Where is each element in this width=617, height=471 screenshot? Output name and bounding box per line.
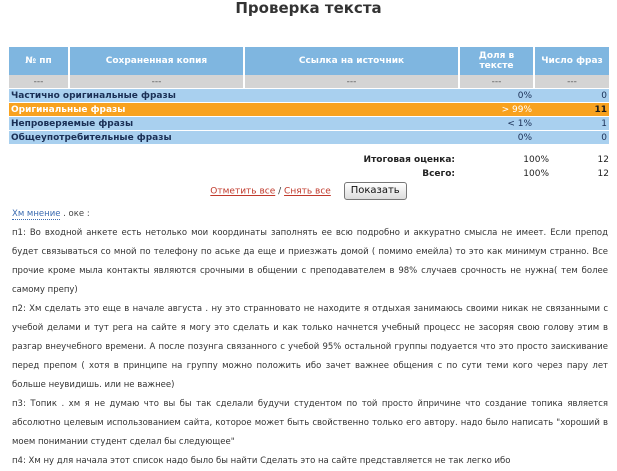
total-score-pct: 100%: [523, 155, 549, 165]
header-saved-copy: Сохраненная копия: [69, 47, 244, 75]
category-label: Непроверяемые фразы: [9, 117, 459, 131]
total-score-count: 12: [597, 155, 609, 165]
table-cell: ---: [459, 75, 534, 89]
text-paragraph-3: п3: Топик . хм я не думаю что вы бы так сделали будучи студентом по той просто йпричине что создание топика является абсолютно целевым использованием сайта, которое может быть свойственно только его автору. надо было написать "хороший в моем понимании студент сделал бы следующее": [12, 399, 608, 447]
table-cell: ---: [9, 75, 69, 89]
table-header-row: [9, 47, 609, 75]
show-button[interactable]: Показать: [344, 182, 407, 200]
category-label: Общеупотребительные фразы: [9, 131, 459, 145]
category-share: < 1%: [459, 117, 534, 131]
table-row: [9, 75, 609, 89]
text-paragraph-2: п2: Хм сделать это еще в начале августа . ну это странновато не находите я отдыхая занимаюсь своими никак не связанными с учебой делами и тут рега на сайте я могу это сделать и как только начнется учебный процесс не засоряя свою голову этим в разгар внеучебного времени. А после позунга связанного с учебой 95% остальной группы подуается что это просто заискивание перед препом ( хотя в принципе на группу можно положить ибо зачет важнее общения с по сути теми кого через пару лет больше неувидишь. или не важнее): [12, 304, 608, 390]
total-score-label: Итоговая оценка:: [363, 155, 455, 165]
total-label: Всего:: [422, 169, 455, 179]
total-count: 12: [597, 169, 609, 179]
total-row: [9, 167, 609, 181]
header-number: № пп: [9, 47, 69, 75]
unmark-all-link[interactable]: Снять все: [284, 186, 331, 197]
total-score-row: [9, 153, 609, 167]
category-count: 0: [534, 89, 609, 103]
text-intro: [12, 205, 608, 224]
page-title: Проверка текста: [235, 0, 382, 17]
category-count: 1: [534, 117, 609, 131]
header-share: Доля в тексте: [459, 47, 534, 75]
category-count: 11: [534, 103, 609, 117]
category-row-common: [9, 131, 609, 145]
mark-actions: [0, 182, 617, 200]
total-pct: 100%: [523, 169, 549, 179]
category-share: 0%: [459, 131, 534, 145]
category-count: 0: [534, 131, 609, 145]
category-row-unverifiable: [9, 117, 609, 131]
intro-phrase[interactable]: Хм мнение: [12, 209, 61, 219]
summary-block: [9, 153, 609, 181]
text-paragraph-1: п1: Во входной анкете есть нетолько мои координаты заполнять ее всю подробно и аккуратно смысла не имеет. Если препод будет связываться со мной по телефону по аське да еще и приезжать домой ( помимо емейла) то это как минимум странно. Все прочие кроме мыла контакты являются срочными в общении с преподавателем в 98% случаев срочность не нужна( тем более самому препу): [12, 228, 608, 295]
results-table: [9, 47, 609, 144]
link-separator: /: [278, 186, 282, 197]
category-share: > 99%: [459, 103, 534, 117]
mark-all-link[interactable]: Отметить все: [210, 186, 276, 197]
table-cell: ---: [69, 75, 244, 89]
table-cell: ---: [244, 75, 459, 89]
table-cell: ---: [534, 75, 609, 89]
category-label: Оригинальные фразы: [9, 103, 459, 117]
category-label: Частично оригинальные фразы: [9, 89, 459, 103]
checked-text: [12, 205, 608, 471]
category-row-original: [9, 103, 609, 117]
intro-suffix: . оке :: [60, 209, 90, 219]
header-source-link: Ссылка на источник: [244, 47, 459, 75]
text-paragraph-4: п4: Хм ну для начала этот список надо было бы найти Сделать это на сайте представляется не так легко ибо: [12, 456, 511, 466]
category-share: 0%: [459, 89, 534, 103]
category-row-partially-original: [9, 89, 609, 103]
header-phrase-count: Число фраз: [534, 47, 609, 75]
